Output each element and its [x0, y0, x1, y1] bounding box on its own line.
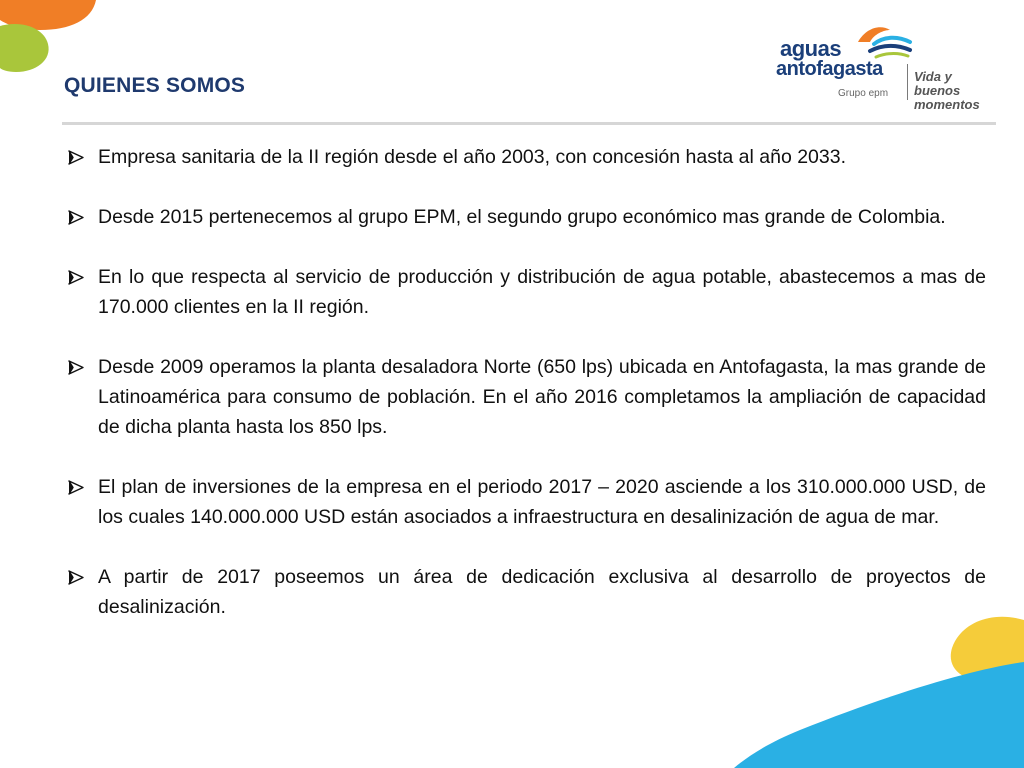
- bullet-text: A partir de 2017 poseemos un área de dedicación exclusiva al desarrollo de proyectos de desalinización.: [98, 566, 986, 618]
- bullet-item: [64, 202, 986, 232]
- bullet-list: [64, 142, 986, 652]
- bullet-text: En lo que respecta al servicio de producción y distribución de agua potable, abastecemos a mas de 170.000 clientes en la II región.: [98, 266, 986, 318]
- arrow-bullet-icon: [68, 570, 84, 585]
- bullet-text: El plan de inversiones de la empresa en el periodo 2017 – 2020 asciende a los 310.000.000 USD, de los cuales 140.000.000 USD están asociados a infraestructura en desalinización de agua de mar.: [98, 476, 986, 528]
- page-title: QUIENES SOMOS: [64, 74, 246, 97]
- bullet-item: [64, 262, 986, 322]
- logo-word-aguas: aguas: [780, 36, 842, 61]
- bullet-text: Desde 2009 operamos la planta desaladora Norte (650 lps) ubicada en Antofagasta, la mas grande de Latinoamérica para consumo de población. En el año 2016 completamos la ampliación de capacidad de dicha planta hasta los 850 lps.: [98, 356, 986, 438]
- arrow-bullet-icon: [68, 270, 84, 285]
- logo-word-antofagasta: antofagasta: [776, 58, 883, 80]
- company-logo: [776, 18, 996, 112]
- arrow-bullet-icon: [68, 210, 84, 225]
- logo-divider: [907, 64, 908, 100]
- arrow-bullet-icon: [68, 150, 84, 165]
- arrow-bullet-icon: [68, 360, 84, 375]
- bullet-text: Empresa sanitaria de la II región desde el año 2003, con concesión hasta al año 2033.: [98, 146, 847, 168]
- logo-group-label: Grupo epm: [838, 88, 889, 99]
- bullet-item: [64, 142, 986, 172]
- bullet-text: Desde 2015 pertenecemos al grupo EPM, el segundo grupo económico mas grande de Colombia.: [98, 206, 946, 228]
- green-corner-shape: [0, 24, 49, 72]
- title-divider: [62, 122, 996, 125]
- bullet-item: [64, 472, 986, 532]
- arrow-bullet-icon: [68, 480, 84, 495]
- bullet-item: [64, 562, 986, 622]
- logo-tagline: Vida y buenos momentos: [914, 69, 980, 112]
- bullet-item: [64, 352, 986, 442]
- logo-wave-icon: [844, 20, 914, 60]
- blue-corner-shape: [734, 662, 1024, 768]
